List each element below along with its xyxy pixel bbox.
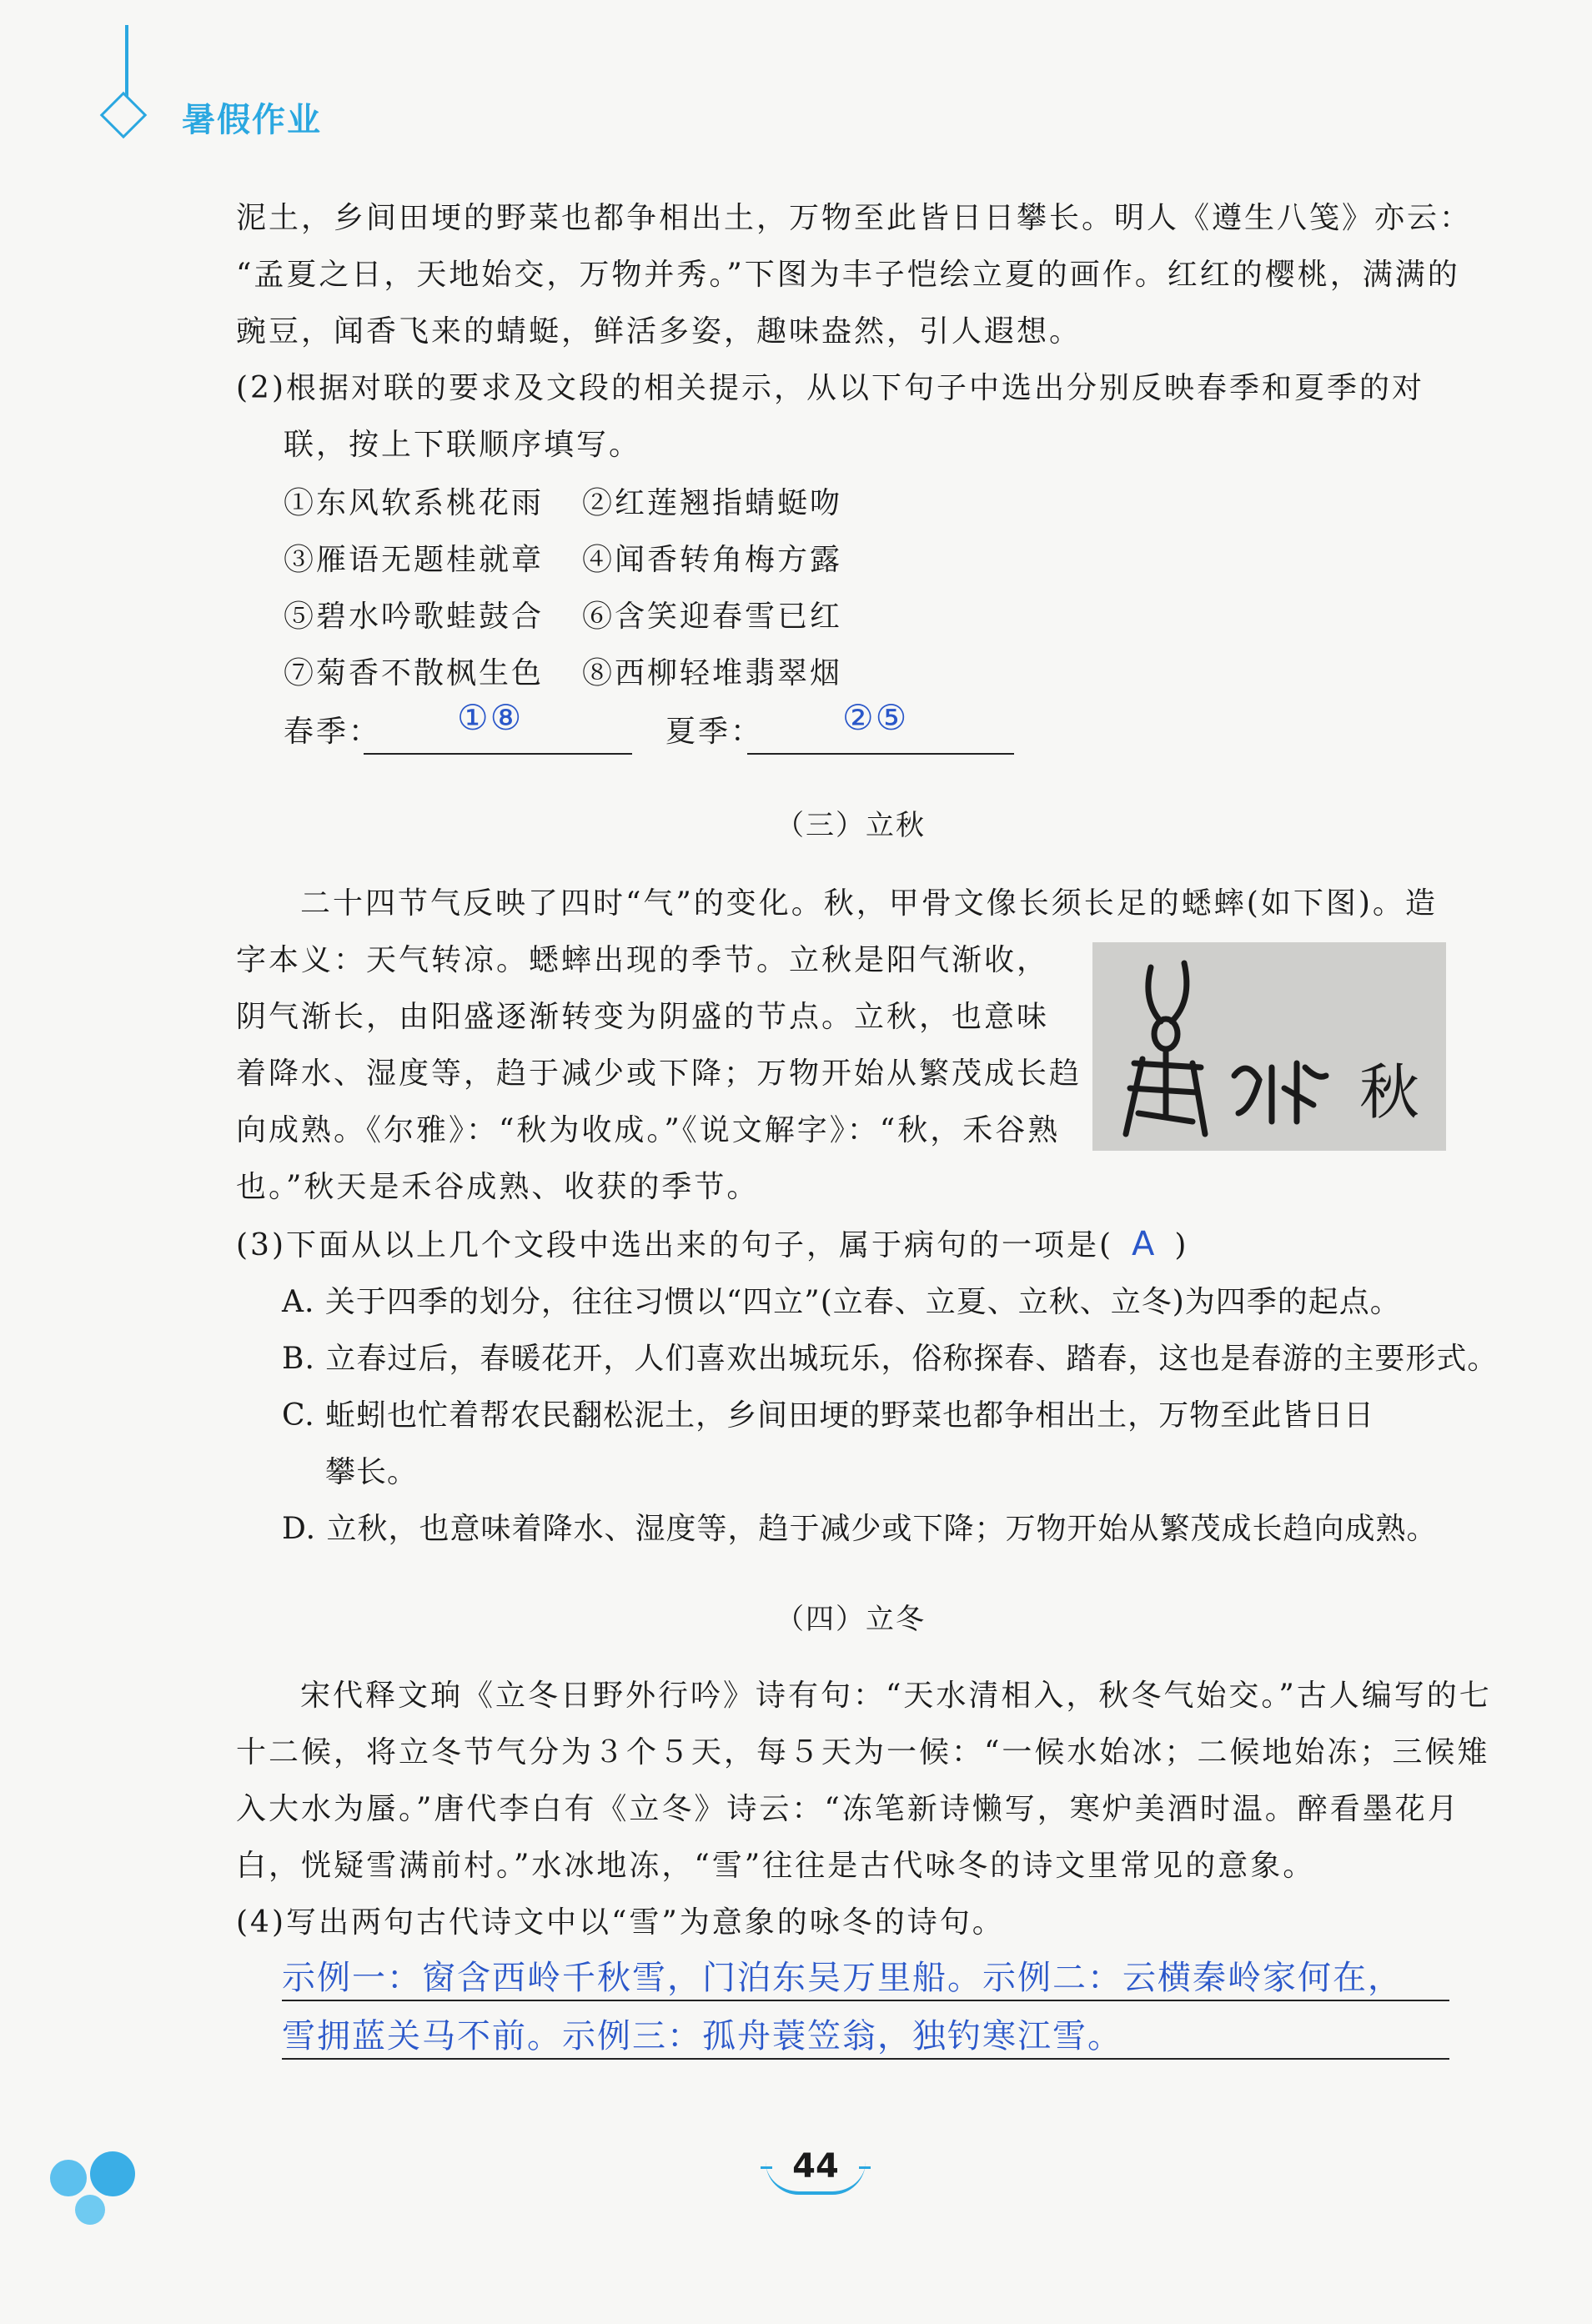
q2-option: ④闻香转角梅方露 [582, 543, 843, 577]
spring-label: 春季： [284, 715, 382, 749]
q2-option: ②红莲翘指蜻蜓吻 [582, 486, 843, 520]
header-diamond-icon [100, 92, 148, 139]
q4-underline-2 [282, 2058, 1449, 2060]
q3-answer[interactable]: A [1132, 1225, 1157, 1263]
q2-stem-cont: 联，按上下联顺序填写。 [284, 428, 642, 462]
section3-line: 二十四节气反映了四时“气”的变化。秋，甲骨文像长须长足的蟋蟀(如下图)。造 [300, 886, 1438, 921]
page-number-dash-right [859, 2166, 871, 2169]
q2-option: ⑦菊香不散枫生色 [284, 656, 545, 690]
section3-line: 向成熟。《尔雅》：“秋为收成。”《说文解字》：“秋，禾谷熟 [236, 1113, 1061, 1147]
q2-stem: (2)根据对联的要求及文段的相关提示，从以下句子中选出分别反映春季和夏季的对 [236, 371, 1424, 405]
footer-bubble-icon [50, 2151, 142, 2226]
q3-option-c: C. 蚯蚓也忙着帮农民翻松泥土，乡间田埂的野菜也都争相出土，万物至此皆日日 [282, 1398, 1375, 1433]
q3-stem [236, 1226, 1188, 1264]
q3-option-b: B. 立春过后，春暖花开，人们喜欢出城玩乐，俗称探春、踏春，这也是春游的主要形式。 [282, 1342, 1499, 1376]
summer-answer[interactable]: ②⑤ [842, 697, 909, 738]
header-vertical-line [125, 25, 128, 102]
section3-line: 着降水、湿度等，趋于减少或下降；万物开始从繁茂成长趋 [236, 1057, 1082, 1091]
section4-line: 宋代释文珦《立冬日野外行吟》诗有句：“天水清相入，秋冬气始交。”古人编写的七 [300, 1679, 1492, 1713]
q3-option-c-cont: 攀长。 [325, 1455, 419, 1489]
q2-option: ⑥含笑迎春雪已红 [582, 600, 843, 634]
section3-line: 字本义：天气转凉。蟋蟀出现的季节。立秋是阳气渐收， [236, 943, 1050, 977]
passage-line: 豌豆，闻香飞来的蜻蜓，鲜活多姿，趣味盎然，引人遐想。 [236, 314, 1082, 349]
passage-line: “孟夏之日，天地始交，万物并秀。”下图为丰子恺绘立夏的画作。红红的樱桃，满满的 [236, 258, 1460, 292]
q2-option: ①东风软系桃花雨 [284, 486, 545, 520]
q4-stem: (4)写出两句古代诗文中以“雪”为意象的咏冬的诗句。 [236, 1905, 1005, 1940]
section-title-lidong: （四）立冬 [776, 1603, 926, 1636]
header-title: 暑假作业 [182, 101, 322, 139]
section4-line: 入大水为蜃。”唐代李白有《立冬》诗云：“冻笔新诗懒写，寒炉美酒时温。醉看墨花月 [236, 1792, 1460, 1826]
q3-option-d: D. 立秋，也意味着降水、湿度等，趋于减少或下降；万物开始从繁茂成长趋向成熟。 [282, 1512, 1438, 1546]
q2-option: ③雁语无题桂就章 [284, 543, 545, 577]
q3-stem-text: (3)下面从以上几个文段中选出来的句子，属于病句的一项是( [236, 1228, 1114, 1262]
page-number-badge [766, 2141, 866, 2195]
summer-underline [747, 753, 1014, 755]
section-title-liqiu: （三）立秋 [776, 809, 926, 842]
cricket-glyph-image [1092, 942, 1446, 1151]
page-number: 44 [792, 2147, 839, 2186]
q3-option-a: A. 关于四季的划分，往往习惯以“四立”(立春、立夏、立秋、立冬)为四季的起点。 [282, 1285, 1401, 1319]
q4-answer-line2[interactable]: 雪拥蓝关马不前。示例三：孤舟蓑笠翁，独钓寒江雪。 [282, 2017, 1122, 2055]
modern-qiu-char: 秋 [1359, 1057, 1420, 1127]
section3-line: 也。”秋天是禾谷成熟、收获的季节。 [236, 1170, 760, 1204]
section3-line: 阴气渐长，由阳盛逐渐转变为阴盛的节点。立秋，也意味 [236, 1000, 1050, 1034]
spring-answer[interactable]: ①⑧ [457, 697, 524, 738]
spring-underline [364, 753, 632, 755]
section4-line: 白，恍疑雪满前村。”水冰地冻，“雪”往往是古代咏冬的诗文里常见的意象。 [236, 1849, 1316, 1883]
q2-option: ⑤碧水吟歌蛙鼓合 [284, 600, 545, 634]
section4-line: 十二候，将立冬节气分为３个５天，每５天为一候：“一候水始冰；二候地始冻；三候雉 [236, 1735, 1490, 1769]
q3-stem-end: ) [1174, 1228, 1189, 1262]
q4-underline-1 [282, 2000, 1449, 2001]
q2-option: ⑧西柳轻堆翡翠烟 [582, 656, 843, 690]
page-number-dash-left [761, 2166, 772, 2169]
q4-answer-line1[interactable]: 示例一：窗含西岭千秋雪，门泊东吴万里船。示例二：云横秦岭家何在， [282, 1959, 1403, 1997]
oracle-bone-figure [1092, 942, 1446, 1151]
passage-line: 泥土，乡间田埂的野菜也都争相出土，万物至此皆日日攀长。明人《遵生八笺》亦云： [236, 201, 1473, 235]
summer-label: 夏季： [665, 715, 764, 749]
